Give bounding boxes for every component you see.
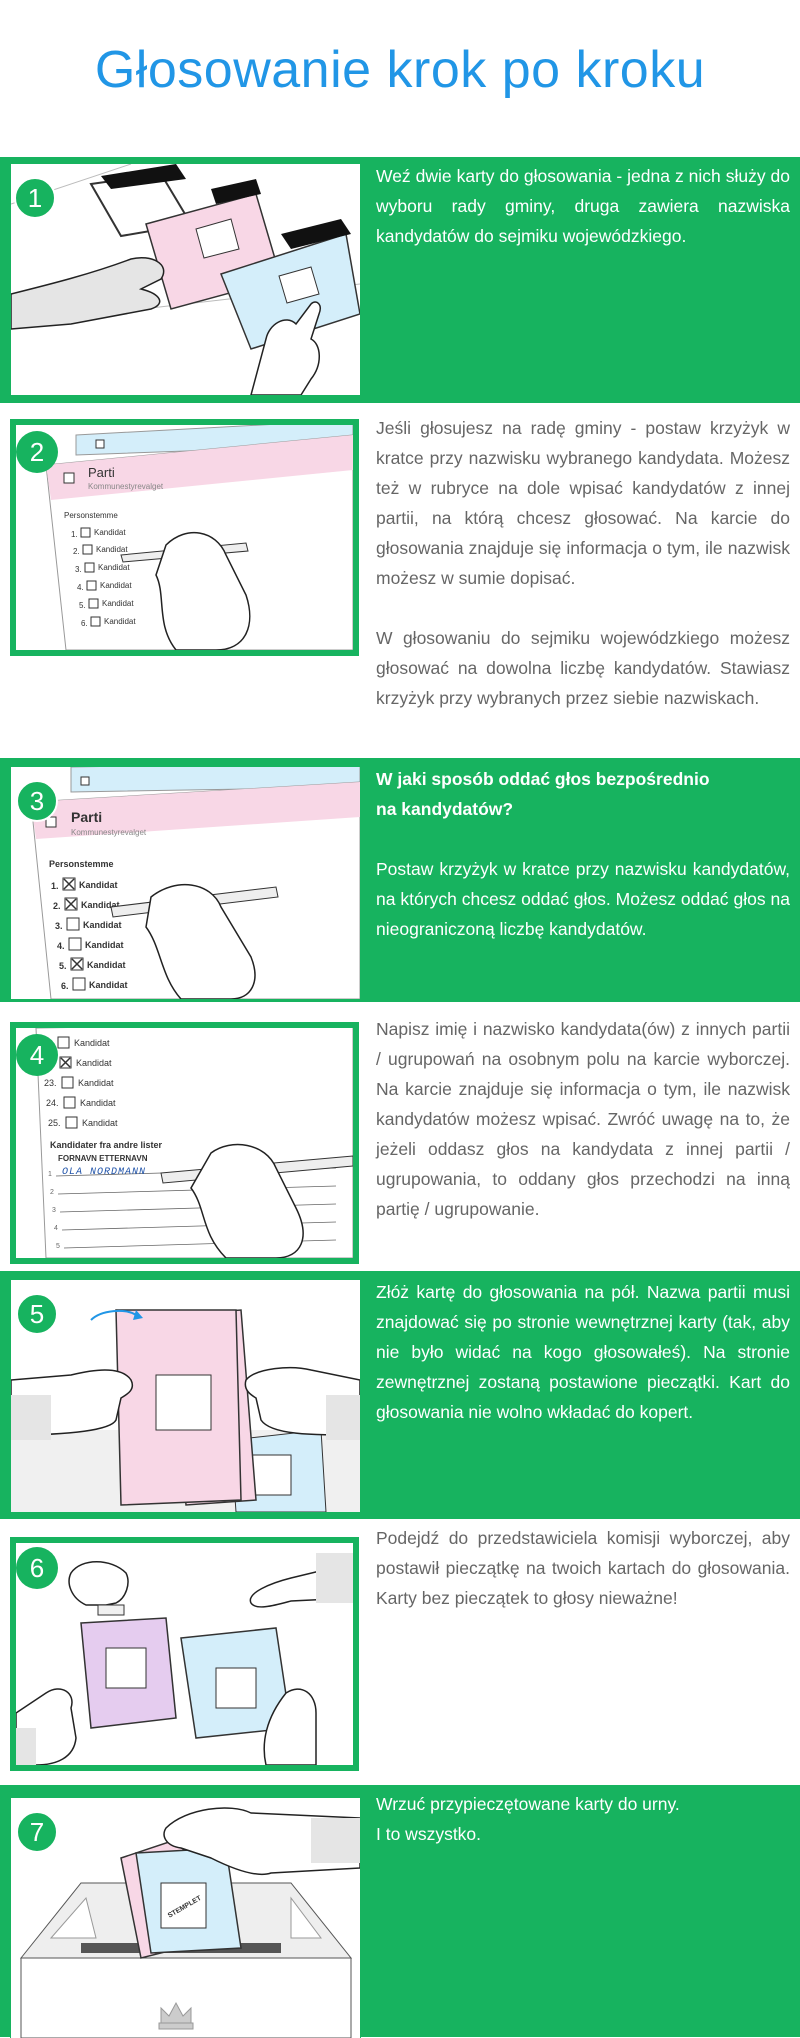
- ballot-candidate: Kandidat: [80, 1098, 116, 1108]
- ballot-line-number: 3: [52, 1207, 56, 1214]
- ballot-candidate: Kandidat: [96, 545, 128, 554]
- step-1: [0, 157, 800, 403]
- ballot-number: 2.: [73, 547, 80, 556]
- ballot-candidate: Kandidat: [104, 617, 136, 626]
- ballot-number: 24.: [46, 1098, 59, 1108]
- ballot-number: 4.: [57, 941, 65, 951]
- handwritten-name: OLA NORDMANN: [62, 1167, 147, 1178]
- page-title: Głosowanie krok po kroku: [94, 41, 706, 99]
- step-3: [0, 758, 800, 1002]
- step-5-illustration: [10, 1279, 361, 1513]
- ballot-other-columns: FORNAVN ETTERNAVN: [58, 1154, 148, 1163]
- step-6-illustration: [10, 1537, 359, 1771]
- step-7-illustration: [10, 1797, 361, 2038]
- ballot-candidate: Kandidat: [81, 900, 120, 910]
- step-4-text: Napisz imię i nazwisko kandydata(ów) z innych partii / ugrupowań na osobnym polu na karcie wyborczej. Na karcie znajduje się informacja o tym, ile nazwisk kandydatów możesz wpisać. Zwróć uwagę na to, że jeżeli oddasz głos na kandydata z innej partii / ugrupowania, to oddany głos przechodzi na inną partię / ugrupowanie.: [376, 1019, 790, 1219]
- step-5: [0, 1271, 800, 1519]
- step-number-badge: 7: [16, 1811, 58, 1853]
- step-number-badge: 4: [16, 1034, 58, 1076]
- ballot-number: 1.: [51, 881, 59, 891]
- step-number-badge: 2: [16, 431, 58, 473]
- step-6: [0, 1525, 800, 1775]
- ballot-party: Parti: [71, 809, 103, 825]
- step-4: [0, 1016, 800, 1266]
- ballot-candidate: Kandidat: [89, 980, 128, 990]
- ballot-number: 25.: [48, 1118, 61, 1128]
- ballot-subtitle: Kommunestyrevalget: [88, 482, 164, 491]
- ballot-candidate: Kandidat: [78, 1078, 114, 1088]
- step-5-text: Złóż kartę do głosowania na pół. Nazwa partii musi znajdować się po stronie wewnętrznej karty (tak, aby nie było widać na kogo głosowałeś). Na stronie zewnętrznej zostaną postawione pieczątki. Kart do głosowania nie wolno wkładać do kopert.: [376, 1282, 790, 1422]
- ballot-number: 6.: [61, 981, 69, 991]
- stamp-text: STEMPLET: [166, 1894, 203, 1920]
- pink-ballot: [81, 1618, 176, 1728]
- step-1-illustration: [10, 163, 361, 396]
- step-7: [0, 1785, 800, 2037]
- ballot-candidate: Kandidat: [87, 960, 126, 970]
- step-3-illustration: [10, 766, 361, 1000]
- ballot-number: 3.: [75, 565, 82, 574]
- ballot-number: 23.: [44, 1078, 57, 1088]
- step-4-illustration: [10, 1022, 359, 1264]
- ballot-candidate: Kandidat: [100, 581, 132, 590]
- step-2-text: Jeśli głosujesz na radę gminy - postaw krzyżyk w kratce przy nazwisku wybranego kandydata. Możesz też w rubryce na dole wpisać kandydatów z innej partii, na którą chcesz głosować. Na karcie do głosowania znajduje się informacja o tym, ile nazwisk możesz w sumie dopisać. W głosowaniu do sejmiku wojewódzkiego możesz głosować na dowolna liczbę kandydatów. Stawiasz krzyżyk przy wybranych przez siebie nazwiskach.: [376, 418, 790, 708]
- ballot-candidate: Kandidat: [83, 920, 122, 930]
- ballot-candidate: Kandidat: [98, 563, 130, 572]
- ballot-number: 1.: [71, 530, 78, 539]
- ballot-section: Personstemme: [49, 859, 114, 869]
- ballot-candidate: Kandidat: [85, 940, 124, 950]
- step-3-heading-line-1: W jaki sposób oddać głos bezpośrednio: [376, 769, 710, 789]
- step-3-text: W jaki sposób oddać głos bezpośrednio na kandydatów? Postaw krzyżyk w kratce przy nazwisku kandydatów, na których chcesz oddać głos. Możesz oddać głos na nieograniczoną liczbę kandydatów.: [376, 764, 790, 944]
- step-number-badge: 5: [16, 1293, 58, 1335]
- ballot-party: Parti: [88, 465, 115, 480]
- step-6-text: Podejdź do przedstawiciela komisji wyborczej, aby postawił pieczątkę na twoich kartach do głosowania. Karty bez pieczątek to głosy nieważne!: [376, 1528, 790, 1608]
- ballot-candidate: Kandidat: [102, 599, 134, 608]
- step-7-text: [376, 1789, 790, 1849]
- ballot-candidate: Kandidat: [76, 1058, 112, 1068]
- ballot-subtitle: Kommunestyrevalget: [71, 828, 147, 837]
- step-2-illustration: [10, 419, 359, 656]
- ballot-number: 4.: [77, 583, 84, 592]
- ballot-section: Personstemme: [64, 511, 118, 520]
- step-1-text: Weź dwie karty do głosowania - jedna z nich służy do wyboru rady gminy, druga zawiera nazwiska kandydatów do sejmiku wojewódzkiego.: [376, 166, 790, 246]
- ballot-number: 2.: [53, 901, 61, 911]
- step-7-line-2: I to wszystko.: [376, 1824, 482, 1844]
- stamp-icon: [69, 1562, 128, 1615]
- folded-ballot: [116, 1310, 256, 1505]
- ballot-other-header: Kandidater fra andre lister: [50, 1140, 163, 1150]
- step-3-heading-line-2: na kandydatów?: [376, 799, 514, 819]
- ballot-candidate: Kandidat: [74, 1038, 110, 1048]
- ballot-line-number: 2: [50, 1189, 54, 1196]
- step-number-badge: 1: [14, 177, 56, 219]
- step-number-badge: 6: [16, 1547, 58, 1589]
- ballot-number: 5.: [79, 601, 86, 610]
- step-number-badge: 3: [16, 780, 58, 822]
- ballot-line-number: 5: [56, 1243, 60, 1250]
- step-7-line-1: Wrzuć przypieczętowane karty do urny.: [376, 1794, 680, 1814]
- step-2: [0, 415, 800, 755]
- ballot-line-number: 4: [54, 1225, 58, 1232]
- ballot-number: 5.: [59, 961, 67, 971]
- ballot-line-number: 1: [48, 1171, 52, 1178]
- ballot-candidate: Kandidat: [79, 880, 118, 890]
- ballot-candidate: Kandidat: [94, 528, 126, 537]
- ballot-number: 6.: [81, 619, 88, 628]
- ballot-number: 3.: [55, 921, 63, 931]
- ballot-candidate: Kandidat: [82, 1118, 118, 1128]
